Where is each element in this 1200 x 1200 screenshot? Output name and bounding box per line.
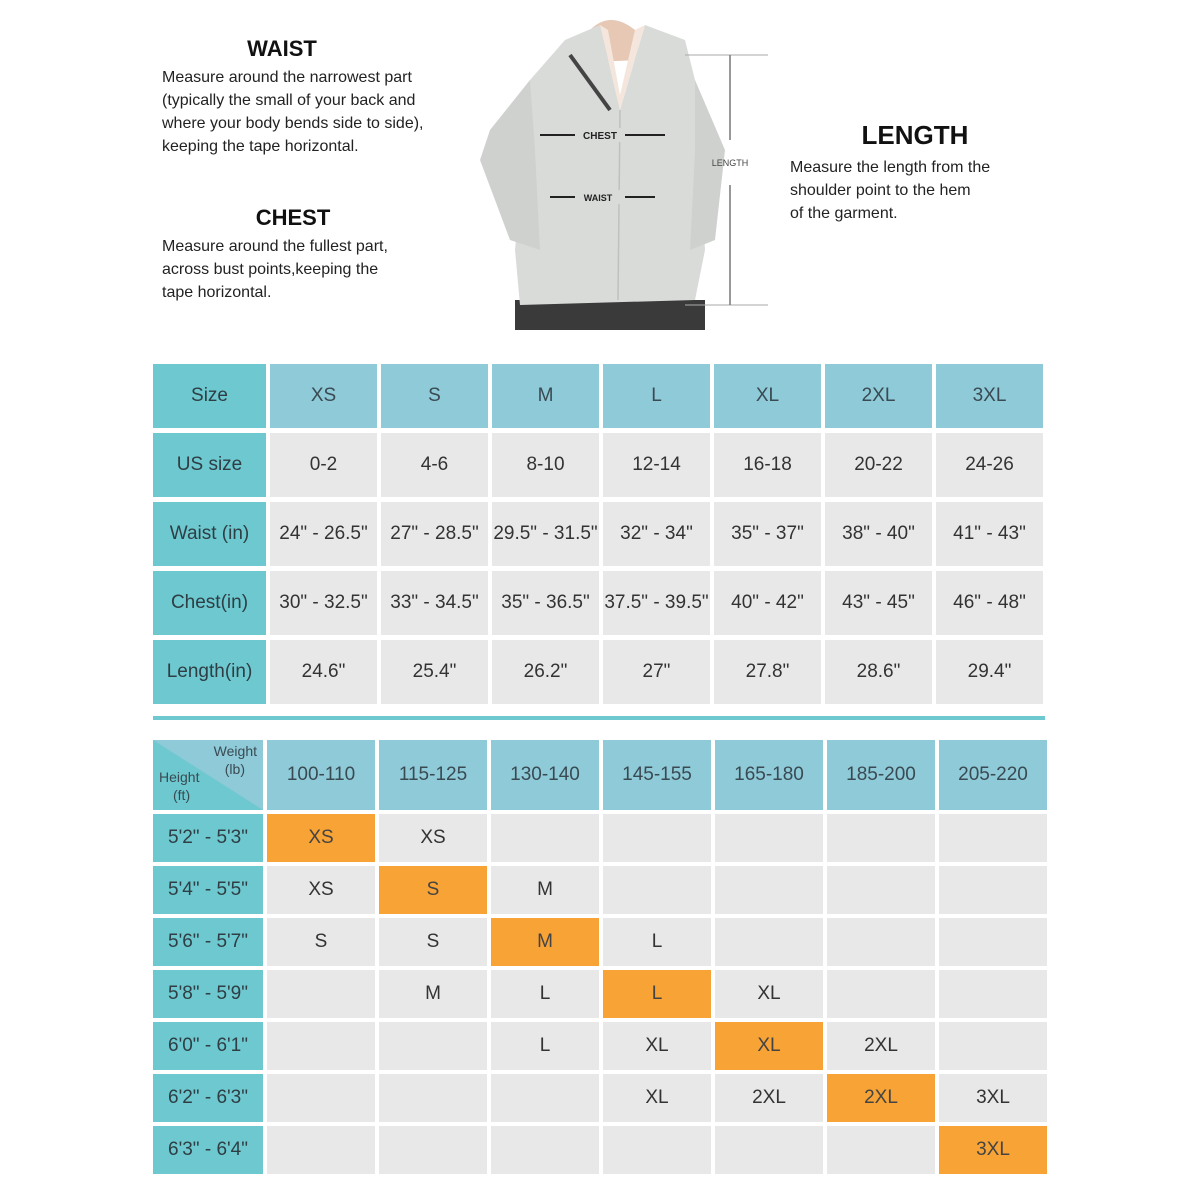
size-cell: [715, 814, 823, 862]
weight-header: 205-220: [939, 740, 1047, 810]
size-cell: 2XL: [827, 1022, 935, 1070]
height-unit: (ft): [173, 787, 191, 803]
height-row-label: 6'2" - 6'3": [153, 1074, 263, 1122]
height-row-label: 6'0" - 6'1": [153, 1022, 263, 1070]
length-line: shoulder point to the hem: [790, 182, 971, 199]
table-cell: 46" - 48": [936, 571, 1043, 635]
table-cell: 4-6: [381, 433, 488, 497]
recommended-size-cell: M: [491, 918, 599, 966]
size-cell: XL: [603, 1074, 711, 1122]
recommended-size-cell: XS: [267, 814, 375, 862]
size-cell: [603, 814, 711, 862]
weight-label: [214, 744, 257, 759]
length-heading: LENGTH: [861, 120, 969, 150]
length-line: of the garment.: [790, 205, 898, 222]
size-header-3xl: 3XL: [936, 364, 1043, 428]
recommended-size-cell: L: [603, 970, 711, 1018]
size-cell: [491, 814, 599, 862]
size-cell: [939, 970, 1047, 1018]
waist-line: (typically the small of your back and: [162, 92, 416, 109]
size-cell: XL: [715, 970, 823, 1018]
weight-header: 145-155: [603, 740, 711, 810]
size-cell: [491, 1126, 599, 1174]
table-cell: 28.6": [825, 640, 932, 704]
chest-line: across bust points,keeping the: [162, 261, 379, 278]
waist-description: [162, 66, 482, 158]
waist-line: where your body bends side to side),: [162, 115, 424, 132]
size-cell: [491, 1074, 599, 1122]
waist-line: keeping the tape horizontal.: [162, 138, 359, 155]
table-cell: 30" - 32.5": [270, 571, 377, 635]
size-cell: [379, 1074, 487, 1122]
size-cell: [939, 1022, 1047, 1070]
size-header-label: Size: [153, 364, 266, 428]
table-cell: 35" - 37": [714, 502, 821, 566]
table-cell: 43" - 45": [825, 571, 932, 635]
size-cell: [603, 866, 711, 914]
chest-line: tape horizontal.: [162, 284, 272, 301]
size-cell: [827, 814, 935, 862]
size-cell: [827, 866, 935, 914]
recommended-size-cell: S: [379, 866, 487, 914]
size-header-s: S: [381, 364, 488, 428]
size-cell: [267, 1022, 375, 1070]
table-cell: 20-22: [825, 433, 932, 497]
chest-line: Measure around the fullest part,: [162, 238, 388, 255]
size-header-2xl: 2XL: [825, 364, 932, 428]
size-cell: XS: [379, 814, 487, 862]
recommended-size-cell: 2XL: [827, 1074, 935, 1122]
table-cell: 24" - 26.5": [270, 502, 377, 566]
length-description: [790, 156, 1050, 225]
weight-text: Weight: [213, 743, 257, 759]
height-row-label: 5'4" - 5'5": [153, 866, 263, 914]
height-text: Height: [159, 769, 200, 785]
table-cell: 29.4": [936, 640, 1043, 704]
size-cell: [267, 970, 375, 1018]
table-cell: 24-26: [936, 433, 1043, 497]
size-cell: XS: [267, 866, 375, 914]
table-cell: 41" - 43": [936, 502, 1043, 566]
size-cell: [379, 1022, 487, 1070]
weight-header: 165-180: [715, 740, 823, 810]
weight-header: 185-200: [827, 740, 935, 810]
table-cell: 38" - 40": [825, 502, 932, 566]
chest-description: [162, 235, 462, 304]
length-line: Measure the length from the: [790, 159, 991, 176]
table-cell: 0-2: [270, 433, 377, 497]
height-row-label: 5'6" - 5'7": [153, 918, 263, 966]
table-cell: 32" - 34": [603, 502, 710, 566]
size-cell: [715, 1126, 823, 1174]
table-cell: 16-18: [714, 433, 821, 497]
recommended-size-cell: XL: [715, 1022, 823, 1070]
table-cell: 25.4": [381, 640, 488, 704]
size-cell: [827, 970, 935, 1018]
size-cell: M: [491, 866, 599, 914]
size-cell: [939, 918, 1047, 966]
height-row-label: 6'3" - 6'4": [153, 1126, 263, 1174]
size-cell: [827, 1126, 935, 1174]
section-divider: [153, 716, 1045, 720]
size-cell: S: [379, 918, 487, 966]
table-cell: 35" - 36.5": [492, 571, 599, 635]
svg-text:LENGTH: LENGTH: [711, 158, 749, 168]
size-cell: [715, 918, 823, 966]
size-cell: [603, 1126, 711, 1174]
size-header-l: L: [603, 364, 710, 428]
size-cell: 2XL: [715, 1074, 823, 1122]
size-cell: L: [603, 918, 711, 966]
size-header-xl: XL: [714, 364, 821, 428]
size-cell: M: [379, 970, 487, 1018]
size-cell: XL: [603, 1022, 711, 1070]
hoodie-figure-icon: [470, 0, 770, 330]
recommended-size-cell: 3XL: [939, 1126, 1047, 1174]
fit-table: [153, 740, 1045, 1174]
height-row-label: 5'8" - 5'9": [153, 970, 263, 1018]
table-cell: 12-14: [603, 433, 710, 497]
chest-heading: CHEST: [255, 205, 331, 230]
waist-heading: WAIST: [247, 36, 317, 61]
size-table: [153, 364, 1045, 704]
size-header-m: M: [492, 364, 599, 428]
table-cell: 29.5" - 31.5": [492, 502, 599, 566]
garment-illustration: [470, 0, 770, 330]
size-header-xs: XS: [270, 364, 377, 428]
size-cell: [267, 1074, 375, 1122]
row-label-length: Length(in): [153, 640, 266, 704]
size-cell: [827, 918, 935, 966]
size-cell: [715, 866, 823, 914]
svg-text:CHEST: CHEST: [583, 131, 617, 142]
table-cell: 8-10: [492, 433, 599, 497]
size-cell: [939, 866, 1047, 914]
svg-text:WAIST: WAIST: [583, 193, 613, 203]
table-cell: 33" - 34.5": [381, 571, 488, 635]
row-label-waist: Waist (in): [153, 502, 266, 566]
table-cell: 26.2": [492, 640, 599, 704]
weight-header: 130-140: [491, 740, 599, 810]
row-label-us-size: US size: [153, 433, 266, 497]
waist-line: Measure around the narrowest part: [162, 69, 412, 86]
fit-table-corner-label: [153, 740, 263, 810]
table-cell: 27": [603, 640, 710, 704]
weight-header: 115-125: [379, 740, 487, 810]
height-row-label: 5'2" - 5'3": [153, 814, 263, 862]
table-cell: 24.6": [270, 640, 377, 704]
row-label-chest: Chest(in): [153, 571, 266, 635]
size-cell: [939, 814, 1047, 862]
size-cell: [267, 1126, 375, 1174]
weight-header: 100-110: [267, 740, 375, 810]
size-cell: 3XL: [939, 1074, 1047, 1122]
size-cell: L: [491, 1022, 599, 1070]
table-cell: 37.5" - 39.5": [603, 571, 710, 635]
size-cell: S: [267, 918, 375, 966]
size-cell: L: [491, 970, 599, 1018]
table-cell: 27" - 28.5": [381, 502, 488, 566]
table-cell: 40" - 42": [714, 571, 821, 635]
table-cell: 27.8": [714, 640, 821, 704]
size-cell: [379, 1126, 487, 1174]
weight-unit: (lb): [224, 761, 245, 777]
